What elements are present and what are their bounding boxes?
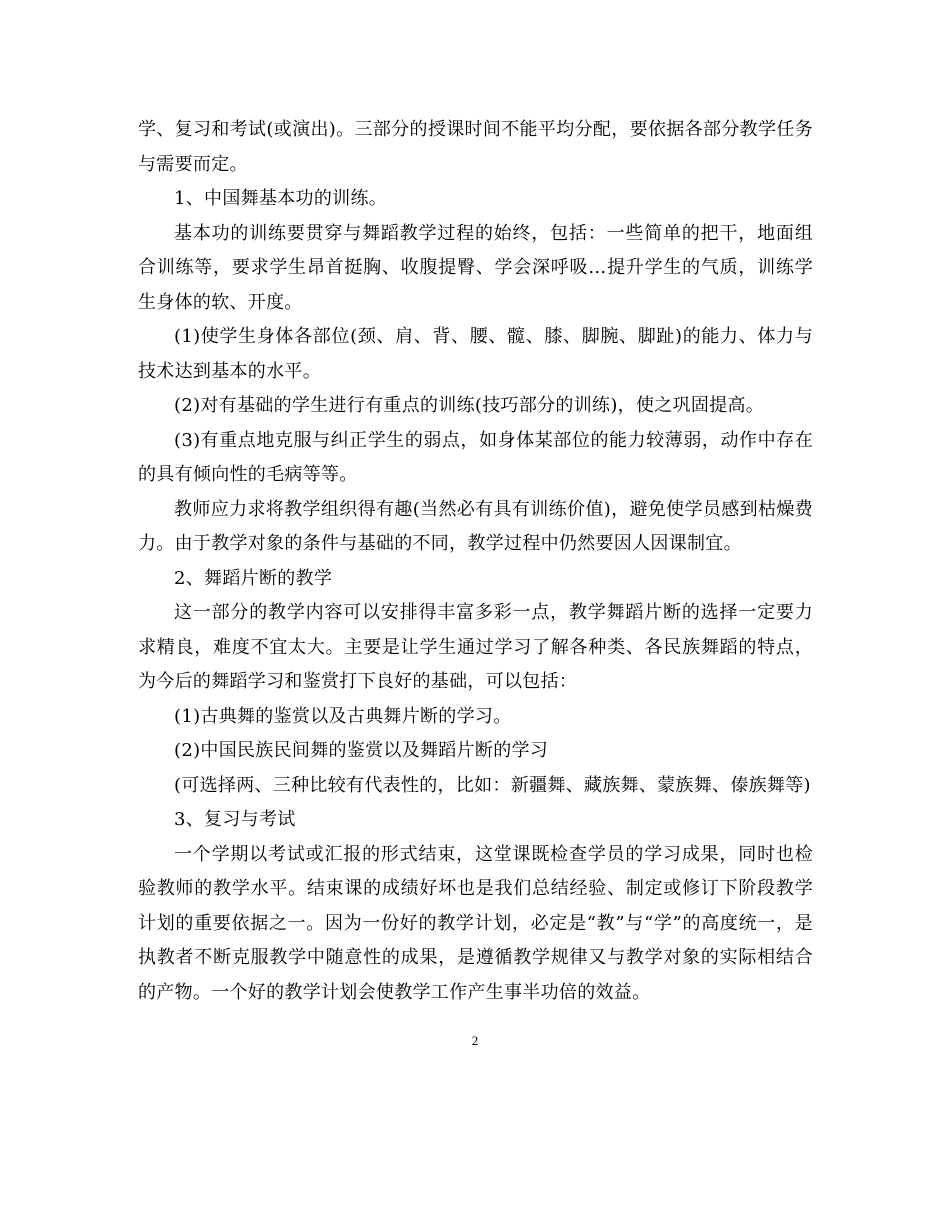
page-number: 2 [471, 1033, 479, 1048]
section-heading-basic-training: 1、中国舞基本功的训练。 [174, 188, 388, 209]
paragraph-basic-training: 基本功的训练要贯穿与舞蹈教学过程的始终，包括：一些简单的把干，地面组合训练等，要求学生昂首挺胸、收腹提臀、学会深呼吸…提升学生的气质，训练学生身体的软、开度。 [138, 222, 813, 313]
paragraph-review-exam: 一个学期以考试或汇报的形式结束，这堂课既检查学员的学习成果，同时也检验教师的教学水平。结束课的成绩好坏也是我们总结经验、制定或修订下阶段教学计划的重要依据之一。因为一份好的教学计划，必定是“教”与“学”的高度统一，是执教者不断克服教学中随意性的成果，是遵循教学规律又与教学对象的实际相结合的产物。一个好的教学计划会使教学工作产生事半功倍的效益。 [138, 843, 813, 1003]
paragraph-teacher-advice: 教师应力求将教学组织得有趣(当然必有具有训练价值)，避免使学员感到枯燥费力。由于教学对象的条件与基础的不同，教学过程中仍然要因人因课制宜。 [138, 498, 813, 554]
list-item-folk-dance: (2)中国民族民间舞的鉴赏以及舞蹈片断的学习 [174, 740, 549, 761]
list-item-3: (3)有重点地克服与纠正学生的弱点，如身体某部位的能力较薄弱，动作中存在的具有倾向性的毛病等等。 [138, 429, 813, 485]
section-heading-dance-pieces: 2、舞蹈片断的教学 [174, 567, 333, 589]
list-item-classical-dance: (1)古典舞的鉴赏以及古典舞片断的学习。 [174, 705, 512, 727]
list-item-1: (1)使学生身体各部位(颈、肩、背、腰、髋、膝、脚腕、脚趾)的能力、体力与技术达到基本的水平。 [138, 326, 813, 382]
section-heading-review-exam: 3、复习与考试 [174, 809, 296, 830]
list-item-2: (2)对有基础的学生进行有重点的训练(技巧部分的训练)，使之巩固提高。 [174, 395, 765, 416]
paragraph-dance-pieces: 这一部分的教学内容可以安排得丰富多彩一点，教学舞蹈片断的选择一定要力求精良，难度不宜太大。主要是让学生通过学习了解各种类、各民族舞蹈的特点，为今后的舞蹈学习和鉴赏打下良好的基础，可以包括： [138, 602, 813, 692]
document-body [138, 113, 813, 1010]
paragraph-folk-dance-note: (可选择两、三种比较有代表性的，比如：新疆舞、藏族舞、蒙族舞、傣族舞等) [174, 774, 811, 796]
paragraph-continuation: 学、复习和考试(或演出)。三部分的授课时间不能平均分配，要依据各部分教学任务与需要而定。 [138, 119, 813, 175]
